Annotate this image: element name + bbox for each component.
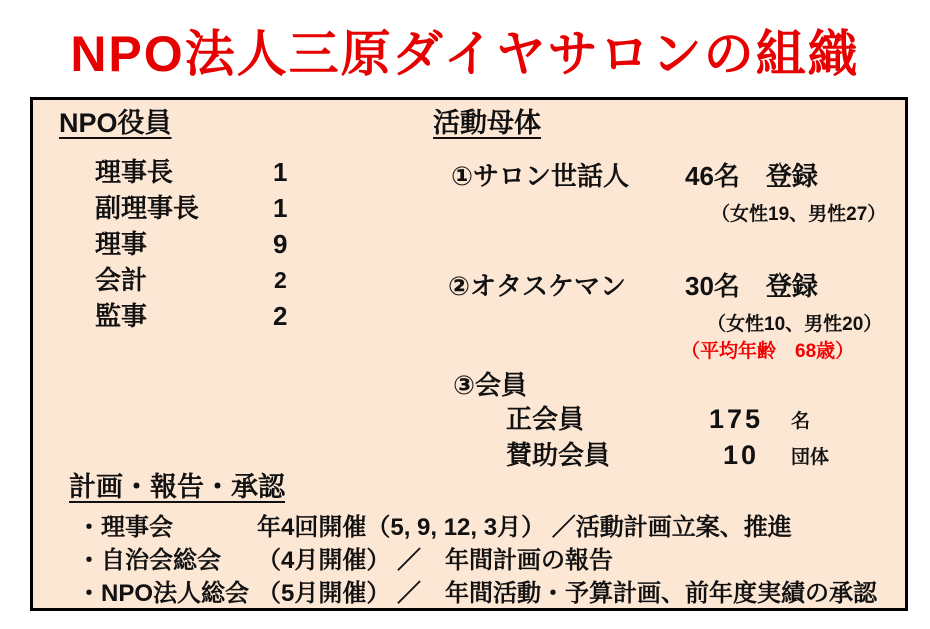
member-row-unit: 団体 <box>791 447 830 468</box>
officer-row-value: 2 <box>274 267 287 293</box>
officer-row-value: 1 <box>273 157 288 187</box>
member-row-value: 175 <box>709 404 764 434</box>
plan-row-detail: （5月開催） ／ 年間活動・予算計画、前年度実績の承認 <box>257 580 878 607</box>
plan-row-label: ・理事会 <box>77 514 173 541</box>
plan-row-detail: （4月開催） ／ 年間計画の報告 <box>257 547 614 574</box>
officer-row-label: 会計 <box>95 265 148 295</box>
activity-group-name: ③会員 <box>453 370 528 400</box>
officer-row-label: 監事 <box>95 301 148 331</box>
page-title: NPO法人三原ダイヤサロンの組織 <box>70 26 860 82</box>
officer-row-label: 理事長 <box>95 157 174 187</box>
activity-group-age-note: （平均年齢 68歳） <box>681 341 855 362</box>
activity-group-gender-note: （女性10、男性20） <box>707 314 883 335</box>
member-row-value: 10 <box>723 440 760 470</box>
organization-panel <box>30 97 908 611</box>
plans-heading: 計画・報告・承認 <box>69 472 285 502</box>
activity-group-name: ②オタスケマン <box>448 271 627 301</box>
plan-row-detail: 年4回開催（5, 9, 12, 3月） ／活動計画立案、推進 <box>257 514 792 541</box>
activity-group-count: 30名 登録 <box>685 271 818 301</box>
officer-row-label: 理事 <box>95 229 148 259</box>
officer-row-label: 副理事長 <box>95 193 200 223</box>
activity-heading: 活動母体 <box>433 108 541 138</box>
plan-row-label: ・NPO法人総会 <box>77 580 250 607</box>
member-row-unit: 名 <box>791 411 811 432</box>
officers-heading: NPO役員 <box>59 108 172 138</box>
officer-row-value: 2 <box>273 301 288 331</box>
member-row-label: 賛助会員 <box>506 440 611 470</box>
officer-row-value: 9 <box>273 229 288 259</box>
officer-row-value: 1 <box>273 193 288 223</box>
activity-group-gender-note: （女性19、男性27） <box>711 204 887 225</box>
plan-row-label: ・自治会総会 <box>77 547 221 574</box>
activity-group-name: ①サロン世話人 <box>451 161 630 191</box>
activity-group-count: 46名 登録 <box>685 161 818 191</box>
member-row-label: 正会員 <box>506 404 585 434</box>
